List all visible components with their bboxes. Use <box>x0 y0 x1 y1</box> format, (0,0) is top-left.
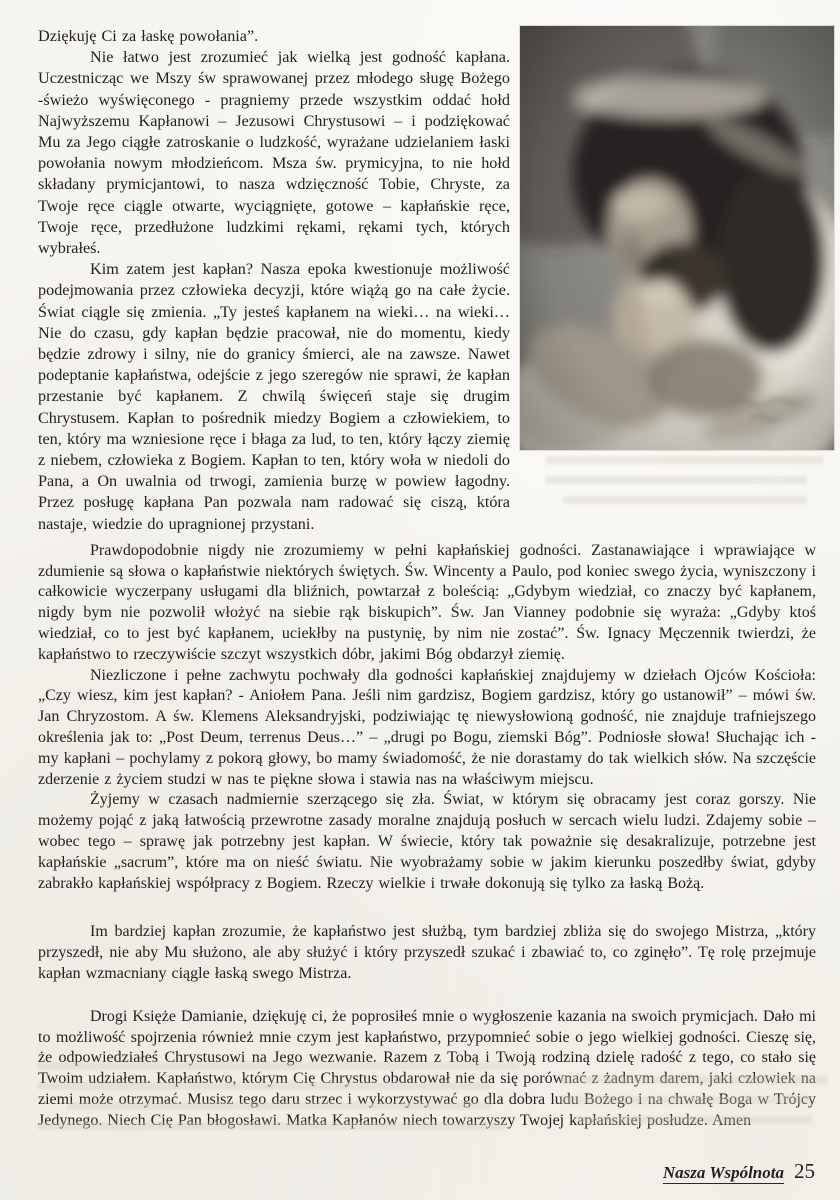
paragraph-dedication: Drogi Księże Damianie, dziękuję ci, że poprosiłeś mnie o wygłoszenie kazania na swoich prymicjach. Dało mi to możliwość spojrzenia również mnie czym jest kapłaństwo, przypomnieć sobie o jego wielkiej godności. Cieszę się, że odpowiedziałeś Chrystusowi na Jego wezwanie. Razem z Tobą i Twoją rodziną dzielę radość z tego, co stało się Twoim udziałem. Kapłaństwo, którym Cię Chrystus obdarował nie da się porównać z żadnym darem, jaki człowiek na ziemi może otrzymać. Musisz tego daru strzec i wykorzystywać go dla dobra ludu Bożego i na chwałę Boga w Trójcy Jedynego. Niech Cię Pan błogosławi. Matka Kapłanów niech towarzyszy Twojej kapłańskiej posłudze. Amen <box>38 1007 816 1129</box>
left-text-column <box>38 26 510 535</box>
jesus-praying-artwork <box>520 26 834 450</box>
paragraph: Im bardziej kapłan zrozumie, że kapłaństwo jest służbą, tym bardziej zbliża się do swojego Mistrza, „który przyszedł, nie aby Mu służono, ale aby służyć i który przyszedł szukać i zbawiać to, co zginęło”. Tę rolę przejmuje kapłan wzmacniany ciągle łaską swego Mistrza. <box>38 923 816 983</box>
page-content <box>38 26 816 1132</box>
page-number: 25 <box>794 1159 815 1183</box>
bleed-through-text <box>38 1062 520 1142</box>
jesus-praying-image <box>520 26 834 450</box>
paragraph: Nie łatwo jest zrozumieć jak wielką jest godność kapłana. Uczestnicząc we Mszy św sprawowanej przez młodego sługę Bożego -świeżo wyświęconego - pragniemy przede wszystkim oddać hołd Najwyższemu Kapłanowi – Jezusowi Chrystusowi – i podziękować Mu za Jego ciągłe zatroskanie o ludzkość, wyrażane udzielaniem łaski powołania nowym młodzieńcom. Msza św. prymicyjna, to nie hołd składany prymicjantowi, to nasza wdzięczność Tobie, Chryste, za Twoje ręce ciągle otwarte, wyciągnięte, gotowe – kapłańskie ręce, Twoje ręce, przedłużone ludzkimi rękami, rękami tych, których wybrałeś. <box>38 48 510 258</box>
journal-title: Nasza Wspólnota <box>662 1163 784 1182</box>
paragraph-quote-ending: Dziękuję Ci za łaskę powołania”. <box>38 27 259 45</box>
paragraph: Kim zatem jest kapłan? Nasza epoka kwestionuje możliwość podejmowania przez człowieka decyzji, które wiążą go na całe życie. Świat ciągle się zmienia. „Ty jesteś kapłanem na wieki… na wieki… Nie do czasu, gdy kapłan będzie pracował, nie do momentu, kiedy będzie zdrowy i silny, nie do granicy śmierci, ale na zawsze. Nawet podeptanie kapłaństwa, odejście z jego szeregów nie sprawi, że kapłan przestanie być kapłanem. Z chwilą święceń staje się drugim Chrystusem. Kapłan to pośrednik miedzy Bogiem a człowiekiem, to ten, który ma wzniesione ręce i błaga za lud, to ten, który łączy ziemię z niebem, człowieka z Bogiem. Kapłan to ten, który woła w niedoli do Pana, a On uwalnia od trwogi, zamienia burzę w powiew łagodny. Przez posługę kapłana Pan pozwala nam radować się ciszą, która nastaje, wiedzie do upragnionej przystani. <box>38 260 510 533</box>
paragraph: Niezliczone i pełne zachwytu pochwały dla godności kapłańskiej znajdujemy w dziełach Ojców Kościoła: „Czy wiesz, kim jest kapłan? - Aniołem Pana. Jeśli nim gardzisz, Bogiem gardzisz, który go ustanowił” – mówi św. Jan Chryzostom. A św. Klemens Aleksandryjski, podziwiając tę niewysłowioną godność, nie znajduje trafniejszego określenia jak to: „Post Deum, terrenus Deus…” – „drugi po Bogu, ziemski Bóg”. Podniosłe słowa! Słuchając ich - my kapłani – pochylamy z pokorą głowy, bo mamy świadomość, że nie dorastamy do tak wielkich słów. Na szczęście zderzenie z życiem studzi w nas te piękne słowa i stawia nas na właściwym miejscu. <box>38 666 816 788</box>
bleed-through-text <box>546 456 824 516</box>
page-footer <box>663 1159 815 1184</box>
paragraph: Żyjemy w czasach nadmiernie szerzącego się zła. Świat, w którym się obracamy jest coraz gorszy. Nie możemy pojąć z jaką łatwością przewrotne zasady moralne znajdują posłuch w sercach wielu ludzi. Zdajemy sobie – wobec tego – sprawę jak potrzebny jest kapłan. W świecie, który tak poważnie się desakralizuje, potrzebne jest kapłańskie „sacrum”, które ma on nieść światu. Nie wyobrażamy sobie w jakim kierunku poszedłby świat, gdyby zabrakło kapłańskiej współpracy z Bogiem. Rzeczy wielkie i trwałe dokonują się tylko za łaską Bożą. <box>38 791 816 892</box>
bleed-through-text <box>560 1076 828 1136</box>
paragraph: Prawdopodobnie nigdy nie zrozumiemy w pełni kapłańskiej godności. Zastanawiające i wprawiające w zdumienie są słowa o kapłaństwie niektórych świętych. Św. Wincenty a Paulo, pod koniec swego życia, wyniszczony i całkowicie wyczerpany usługami dla bliźnich, powtarzał z boleścią: „Gdybym wiedział, co znaczy być kapłanem, nigdy bym nie pozwolił włożyć na siebie rąk biskupich”. Św. Jan Vianney podobnie się wyraża: „Gdyby ktoś wiedział, co to jest być kapłanem, uciekłby na pustynię, by nim nie zostać”. Św. Ignacy Męczennik twierdzi, że kapłaństwo to rzeczywiście szczyt wszystkich dóbr, jakimi Bóg obdarzył ziemię. <box>38 541 816 663</box>
